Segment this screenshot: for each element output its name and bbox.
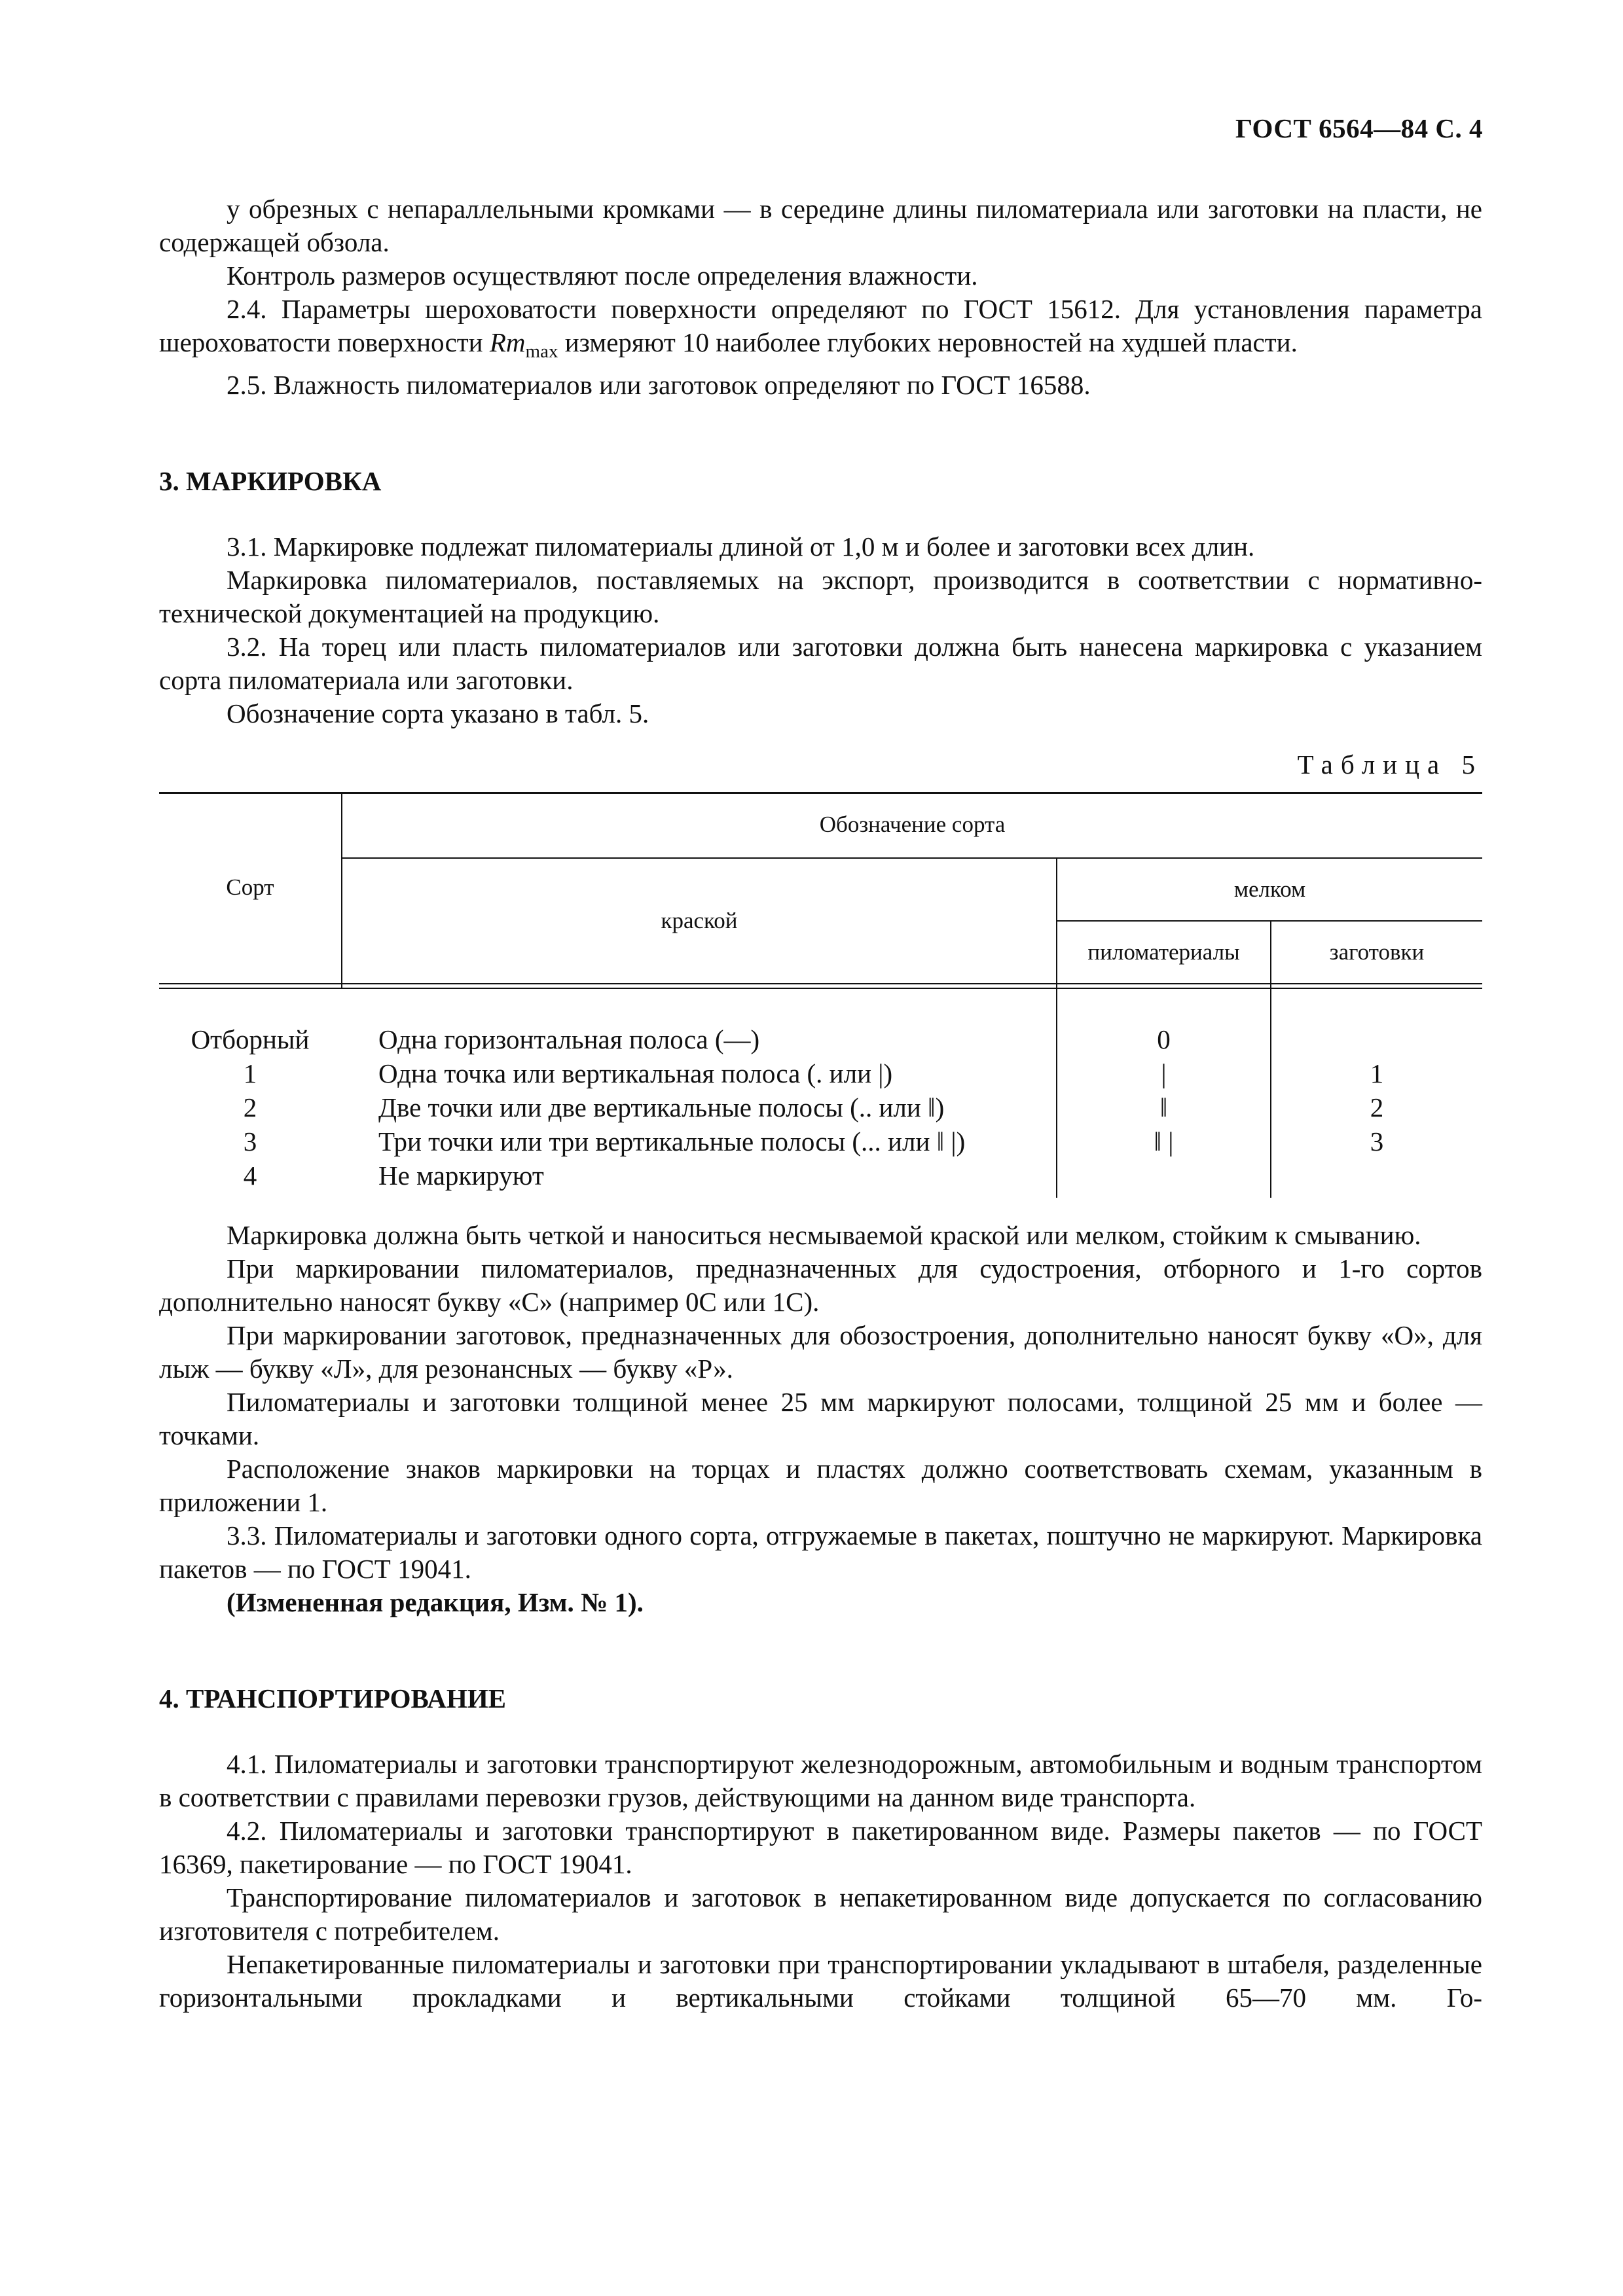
marking-paragraph-3: При маркировании заготовок, предназначенных для обозостроения, дополнительно наносят букву «О», для лыж — букву «Л», для резонансных — букву «Р». — [159, 1320, 1482, 1384]
table-row-sort: Отборный — [191, 1024, 310, 1054]
clause-3-2: 3.2. На торец или пласть пиломатериалов или заготовки должна быть нанесена маркировка с указанием сорта пиломатериала или заготовки. — [159, 632, 1482, 695]
table-row-paint: Две точки или две вертикальные полосы (.. или ‖) — [378, 1092, 945, 1122]
table-row-paint: Три точки или три вертикальные полосы (... или ‖ |) — [378, 1126, 966, 1157]
intro-paragraph-1: у обрезных с непараллельными кромками — в середине длины пиломатериала или заготовки на пласти, не содержащей обзола. — [159, 194, 1482, 257]
marking-requirements — [159, 1219, 1482, 1619]
table-row-lumber: 0 — [1157, 1024, 1171, 1054]
page-header: ГОСТ 6564—84 С. 4 — [1235, 113, 1483, 143]
rm-symbol: Rm — [489, 327, 526, 357]
table-row-blanks: 1 — [1370, 1058, 1384, 1088]
table-row-lumber: | — [1161, 1058, 1167, 1088]
marking-paragraph-1: Маркировка должна быть четкой и наноситься несмываемой краской или мелком, стойким к смыванию. — [227, 1220, 1421, 1250]
column-blanks — [1271, 1022, 1482, 1193]
column-lumber — [1057, 1022, 1270, 1193]
header-sort: Сорт — [226, 874, 274, 900]
clause-4-1: 4.1. Пиломатериалы и заготовки транспортируют железнодорожным, автомобильным и водным транспортом в соответствии с правилами перевозки грузов, действующими на данном виде транспорта. — [159, 1749, 1482, 1812]
marking-paragraph-2: При маркировании пиломатериалов, предназначенных для судостроения, отборного и 1-го сортов дополнительно наносят букву «С» (например 0С или 1С). — [159, 1253, 1482, 1317]
section-3-table-ref: Обозначение сорта указано в табл. 5. — [227, 698, 649, 728]
table-row-sort: 1 — [243, 1058, 257, 1088]
table-row-lumber: ‖ | — [1154, 1126, 1174, 1157]
section-4-body — [159, 1748, 1482, 2015]
clause-2-4-text-b: измеряют 10 наиболее глубоких неровностей на худшей пласти. — [558, 327, 1298, 357]
header-blanks: заготовки — [1329, 939, 1425, 965]
section-4-paragraph-unpacked: Транспортирование пиломатериалов и заготовок в непакетированном виде допускается по согласованию изготовителя с потребителем. — [159, 1882, 1482, 1946]
table-row-lumber — [1057, 1158, 1270, 1193]
amendment-note: (Измененная редакция, Изм. № 1). — [227, 1587, 644, 1617]
section-4 — [159, 1682, 1482, 1715]
section-3-paragraph-export: Маркировка пиломатериалов, поставляемых на экспорт, производится в соответствии с нормативно-технической документацией на продукцию. — [159, 565, 1482, 628]
table-row-lumber: ‖ — [1159, 1092, 1168, 1122]
table-row-blanks: 3 — [1370, 1126, 1384, 1157]
clause-2-4-text-a: 2.4. Параметры шероховатости поверхности определяют по ГОСТ 15612. Для установления параметра шероховатости поверхности — [159, 294, 1482, 357]
table-header-rule-1 — [159, 983, 1482, 984]
clause-2-4 — [159, 293, 1482, 368]
header-lumber: пиломатериалы — [1087, 939, 1240, 965]
clause-3-3: 3.3. Пиломатериалы и заготовки одного сорта, отгружаемые в пакетах, поштучно не маркируют. Маркировка пакетов — по ГОСТ 19041. — [159, 1520, 1482, 1584]
section-3-title: 3. МАРКИРОВКА — [159, 466, 382, 496]
rm-subscript: max — [525, 341, 558, 363]
table-header-rule-2 — [159, 988, 1482, 989]
section-3-body — [159, 530, 1482, 730]
column-sort — [159, 1022, 341, 1193]
table-row-paint: Одна горизонтальная полоса (—) — [378, 1024, 760, 1054]
table-row-paint: Не маркируют — [378, 1160, 544, 1191]
intro-paragraph-2: Контроль размеров осуществляют после определения влажности. — [227, 260, 978, 291]
header-designation: Обозначение сорта — [819, 812, 1006, 837]
column-paint — [378, 1022, 1046, 1193]
intro-section — [159, 192, 1482, 402]
table-caption: Таблица 5 — [1297, 749, 1483, 780]
table-5 — [159, 792, 1482, 1198]
table-row-sort: 4 — [243, 1160, 257, 1191]
section-4-paragraph-stacking: Непакетированные пиломатериалы и заготовки при транспортировании укладывают в штабеля, разделенные горизонтальными прокладками и вертикальными стойками толщиной 65—70 мм. Го- — [159, 1949, 1482, 2013]
table-row-sort: 2 — [243, 1092, 257, 1122]
clause-3-1: 3.1. Маркировке подлежат пиломатериалы длиной от 1,0 м и более и заготовки всех длин. — [227, 531, 1255, 562]
clause-2-5: 2.5. Влажность пиломатериалов или заготовок определяют по ГОСТ 16588. — [227, 370, 1091, 401]
clause-4-2: 4.2. Пиломатериалы и заготовки транспортируют в пакетированном виде. Размеры пакетов — по ГОСТ 16369, пакетирование — по ГОСТ 19041. — [159, 1816, 1482, 1879]
marking-paragraph-4: Пиломатериалы и заготовки толщиной менее 25 мм маркируют полосами, толщиной 25 мм и более — точками. — [159, 1387, 1482, 1450]
header-chalk: мелком — [1233, 876, 1306, 902]
section-4-title: 4. ТРАНСПОРТИРОВАНИЕ — [159, 1683, 507, 1713]
header-paint: краской — [661, 908, 738, 933]
section-3 — [159, 465, 1482, 498]
table-row-sort: 3 — [243, 1126, 257, 1157]
table-row-blanks — [1271, 1158, 1482, 1193]
marking-paragraph-5: Расположение знаков маркировки на торцах и пластях должно соответствовать схемам, указанным в приложении 1. — [159, 1454, 1482, 1517]
table-row-paint: Одна точка или вертикальная полоса (. или |) — [378, 1058, 893, 1088]
table-row-blanks — [1271, 1022, 1482, 1056]
table-row-blanks: 2 — [1370, 1092, 1384, 1122]
